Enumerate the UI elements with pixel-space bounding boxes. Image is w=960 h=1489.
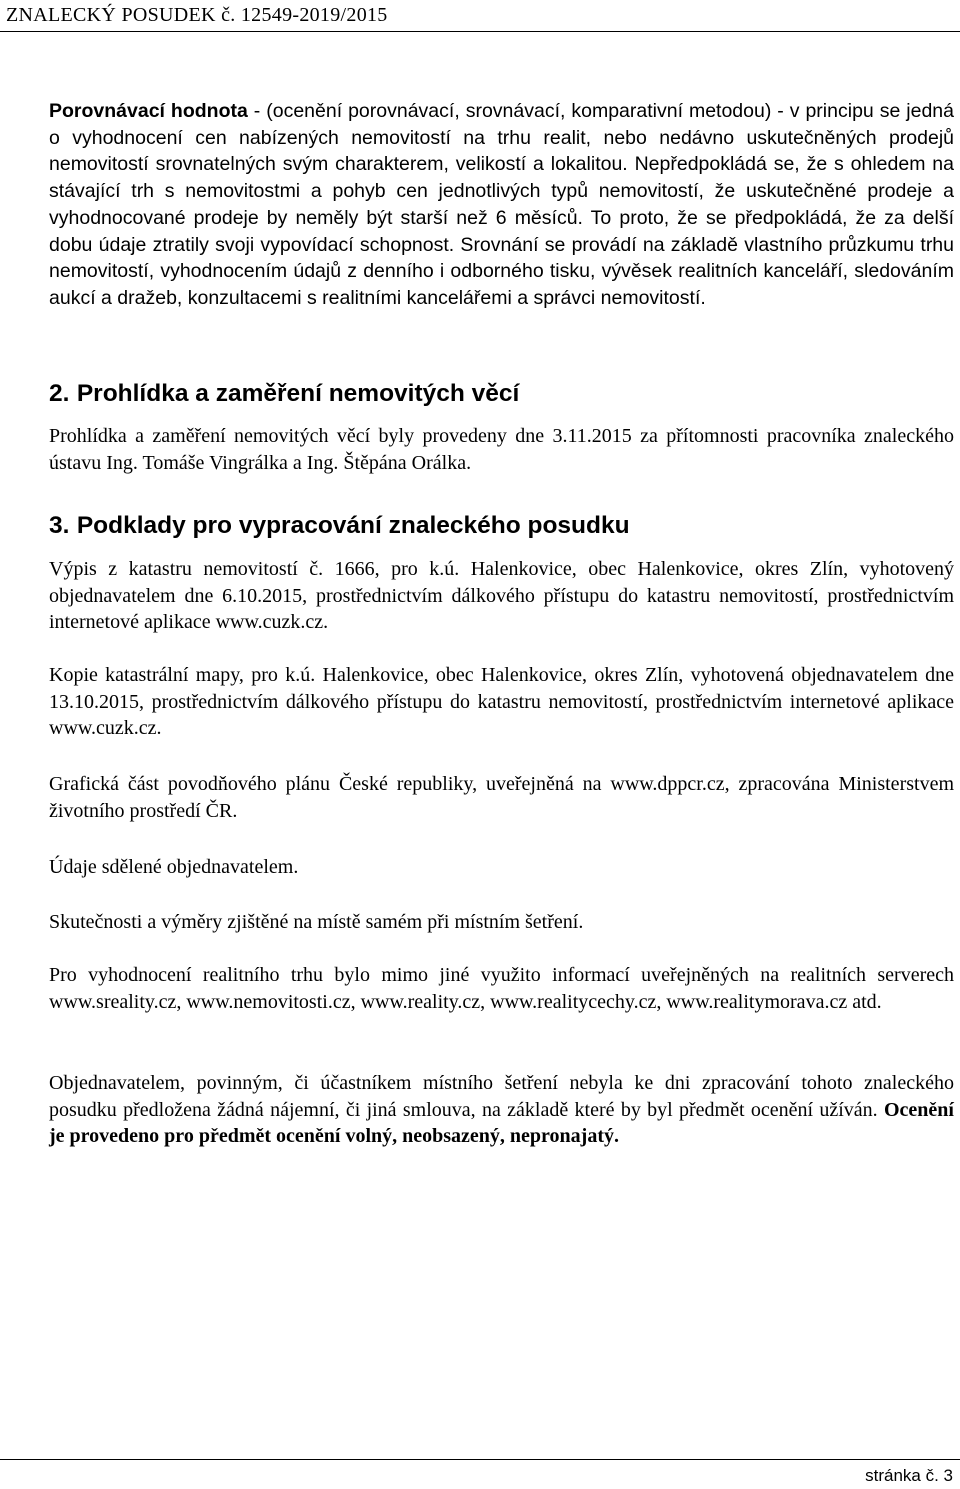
section-3-heading bbox=[49, 512, 630, 540]
source-flood-plan: Grafická část povodňového plánu České republiky, uveřejněná na www.dppcr.cz, zpracována Ministerstvem životního prostředí ČR. bbox=[49, 773, 954, 822]
source-cadastre-extract: Výpis z katastru nemovitostí č. 1666, pro k.ú. Halenkovice, obec Halenkovice, okres Zlín, vyhotovený objednavatelem dne 6.10.2015, prostřednictvím dálkového přístupu do katastru nemovitostí, prostřednictvím internetové aplikace www.cuzk.cz. bbox=[49, 558, 954, 634]
source-client-data: Údaje sdělené objednavatelem. bbox=[49, 856, 299, 878]
section-2-title: Prohlídka a zaměření nemovitých věcí bbox=[76, 380, 520, 407]
comparative-value-paragraph bbox=[49, 98, 954, 312]
section-2-heading bbox=[49, 380, 519, 408]
valuation-statement-text: Objednavatelem, povinným, či účastníkem místního šetření nebyla ke dni zpracování tohoto znaleckého posudku předložena žádná nájemní, či jiná smlouva, na základě které by byl předmět ocenění užíván. bbox=[49, 1072, 954, 1121]
comparative-value-text: - (ocenění porovnávací, srovnávací, komparativní metodou) - v principu se jedná o vyhodnocení cen nabízených nemovitostí na trhu realit, nebo nedávno uskutečněných prodejů nemovitostí srovnatelných svým charakterem, velikostí a lokalitou. Nepředpokládá se, že s ohledem na stávající trh s nemovitostmi a pohyb cen jednotlivých typů nemovitostí, že uskutečněné prodeje a vyhodnocované prodeje by neměly být starší než 6 měsíců. To proto, že se předpokládá, že za delší dobu údaje ztratily svoji vypovídací schopnost. Srovnání se provádí na základě vlastního průzkumu trhu nemovitostí, vyhodnocením údajů z denního i odborného tisku, vývěsek realitních kanceláří, sledováním aukcí a dražeb, konzultacemi s realitními kancelářemi a správci nemovitostí. bbox=[49, 100, 954, 309]
valuation-statement-bold: Ocenění je provedeno pro předmět ocenění volný, neobsazený, nepronajatý. bbox=[49, 1098, 954, 1148]
section-2-number: 2. bbox=[49, 380, 70, 407]
header-divider bbox=[0, 31, 960, 32]
source-site-inspection: Skutečnosti a výměry zjištěné na místě samém při místním šetření. bbox=[49, 911, 584, 933]
footer-divider bbox=[0, 1459, 960, 1460]
valuation-statement-paragraph bbox=[49, 1070, 954, 1150]
document-header-title: ZNALECKÝ POSUDEK č. 12549-2019/2015 bbox=[6, 4, 388, 26]
source-cadastral-map: Kopie katastrální mapy, pro k.ú. Halenkovice, obec Halenkovice, okres Zlín, vyhotovená objednavatelem dne 13.10.2015, prostřednictvím dálkového přístupu do katastru nemovitostí, prostřednictvím internetové aplikace www.cuzk.cz. bbox=[49, 664, 954, 740]
section-2-paragraph: Prohlídka a zaměření nemovitých věcí byly provedeny dne 3.11.2015 za přítomnosti pracovníka znaleckého ústavu Ing. Tomáše Vingrálka a Ing. Štěpána Orálka. bbox=[49, 425, 954, 474]
section-3-number: 3. bbox=[49, 512, 70, 539]
source-real-estate-servers: Pro vyhodnocení realitního trhu bylo mimo jiné využito informací uveřejněných na realitních serverech www.sreality.cz, www.nemovitosti.cz, www.reality.cz, www.realitycechy.cz, www.realitymorava.cz atd. bbox=[49, 964, 954, 1013]
page-number: stránka č. 3 bbox=[865, 1466, 953, 1485]
section-3-title: Podklady pro vypracování znaleckého posudku bbox=[76, 512, 630, 539]
comparative-value-term: Porovnávací hodnota bbox=[49, 100, 248, 122]
